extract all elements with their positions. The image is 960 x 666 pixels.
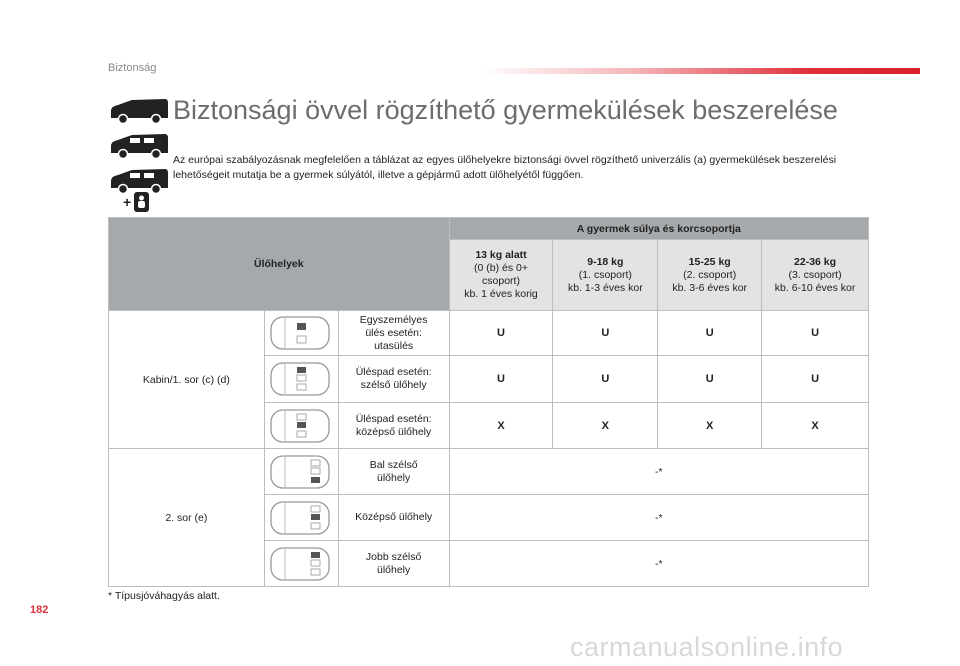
cell-value: U [762, 356, 869, 403]
merged-value: -* [449, 495, 868, 541]
cell-value: U [449, 311, 553, 356]
seat-layout-icon [264, 311, 338, 356]
cell-value: X [658, 403, 762, 449]
header-accent-bar [480, 68, 920, 74]
watermark: carmanualsonline.info [570, 632, 844, 662]
merged-value: -* [449, 449, 868, 495]
seat-description: Üléspad esetén: szélső ülőhely [338, 356, 449, 403]
seat-layout-icon [264, 356, 338, 403]
van-7-seat-icon [108, 131, 170, 161]
child-seat-table [108, 217, 869, 587]
cell-value: U [658, 311, 762, 356]
merged-value: -* [449, 541, 868, 587]
footnote: * Típusjóváhagyás alatt. [108, 590, 220, 602]
cell-value: X [449, 403, 553, 449]
seat-description: Középső ülőhely [338, 495, 449, 541]
cell-value: X [553, 403, 658, 449]
seat-description: Jobb szélső ülőhely [338, 541, 449, 587]
seat-layout-icon [264, 541, 338, 587]
cell-value: U [762, 311, 869, 356]
seat-description: Bal szélső ülőhely [338, 449, 449, 495]
seat-layout-icon [264, 403, 338, 449]
seat-description: Üléspad esetén: középső ülőhely [338, 403, 449, 449]
seat-layout-icon [264, 495, 338, 541]
table-row [109, 449, 869, 495]
cell-value: U [553, 311, 658, 356]
table-row [109, 311, 869, 356]
cell-value: U [658, 356, 762, 403]
weight-group-header: A gyermek súlya és korcsoportja [449, 218, 868, 240]
section-label: Biztonság [108, 62, 157, 74]
group-header-3: 22-36 kg (3. csoport) kb. 6-10 éves kor [762, 240, 869, 311]
page-number: 182 [30, 604, 49, 616]
van-icon [108, 96, 170, 126]
cell-value: X [762, 403, 869, 449]
col-seats-header: Ülőhelyek [109, 218, 450, 311]
row-group-label: 2. sor (e) [109, 449, 265, 587]
row-group-label: Kabin/1. sor (c) (d) [109, 311, 265, 449]
intro-text: Az európai szabályozásnak megfelelően a táblázat az egyes ülőhelyekre biztonsági övvel rögzíthető univerzális (a) gyermekülések beszerelési lehetőségeit mutatja be a gyermek súlyától, illetve a gépjármű adott ülőhelyétől függően. [173, 154, 837, 181]
page-title: Biztonsági övvel rögzíthető gyermekülések beszerelése [173, 95, 838, 125]
seat-description: Egyszemélyes ülés esetén: utasülés [338, 311, 449, 356]
child-seat-plus-icon [122, 190, 152, 214]
group-header-2: 15-25 kg (2. csoport) kb. 3-6 éves kor [658, 240, 762, 311]
svg-text:+: + [123, 194, 132, 210]
seat-layout-icon [264, 449, 338, 495]
cell-value: U [449, 356, 553, 403]
group-header-0: 13 kg alatt (0 (b) és 0+ csoport) kb. 1 éves korig [449, 240, 553, 311]
group-header-1: 9-18 kg (1. csoport) kb. 1-3 éves kor [553, 240, 658, 311]
cell-value: U [553, 356, 658, 403]
